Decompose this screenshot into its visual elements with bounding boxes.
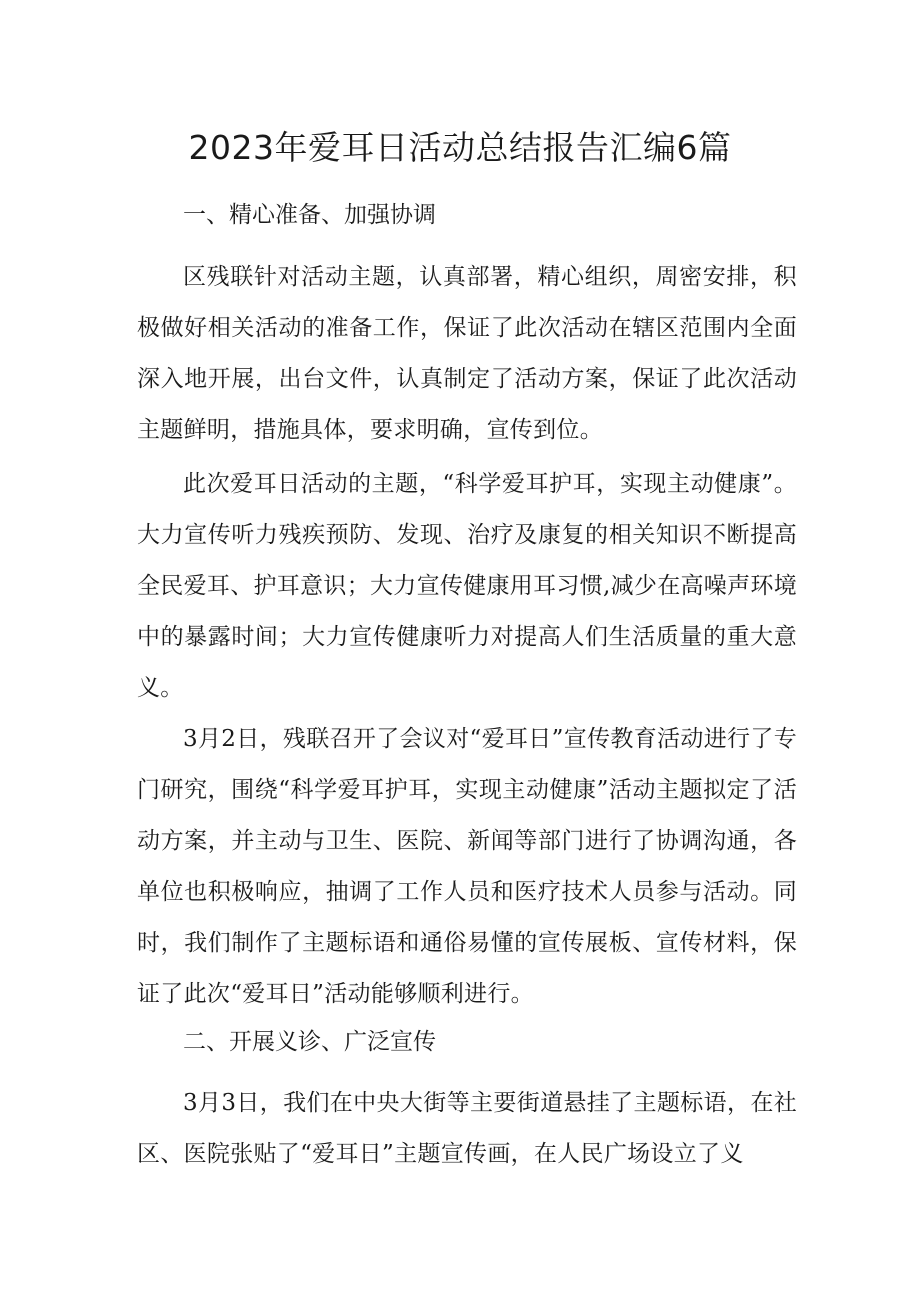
section-heading-1: 一、精心准备、加强协调 <box>183 202 436 228</box>
paragraph-3: 3月2日，残联召开了会议对“爱耳日”宣传教育活动进行了专门研究，围绕“科学爱耳护耳，实现主动健康”活动主题拟定了活动方案，并主动与卫生、医院、新闻等部门进行了协调沟通，各单位也积极响应，抽调了工作人员和医疗技术人员参与活动。同时，我们制作了主题标语和通俗易懂的宣传展板、宣传材料，保证了此次“爱耳日”活动能够顺利进行。 <box>137 726 797 1007</box>
paragraph-4: 3月3日，我们在中央大街等主要街道悬挂了主题标语，在社区、医院张贴了“爱耳日”主题宣传画，在人民广场设立了义 <box>137 1090 797 1167</box>
paragraph-2: 此次爱耳日活动的主题，“科学爱耳护耳，实现主动健康”。大力宣传听力残疾预防、发现、治疗及康复的相关知识不断提高全民爱耳、护耳意识；大力宣传健康用耳习惯,减少在高噪声环境中的暴露时间；大力宣传健康听力对提高人们生活质量的重大意义。 <box>137 471 798 701</box>
document-title: 2023年爱耳日活动总结报告汇编6篇 <box>188 128 732 167</box>
paragraph-1: 区残联针对活动主题，认真部署，精心组织，周密安排，积极做好相关活动的准备工作，保证了此次活动在辖区范围内全面深入地开展，出台文件，认真制定了活动方案，保证了此次活动主题鲜明，措施具体，要求明确，宣传到位。 <box>137 264 797 443</box>
section-heading-2: 二、开展义诊、广泛宣传 <box>183 1029 436 1055</box>
